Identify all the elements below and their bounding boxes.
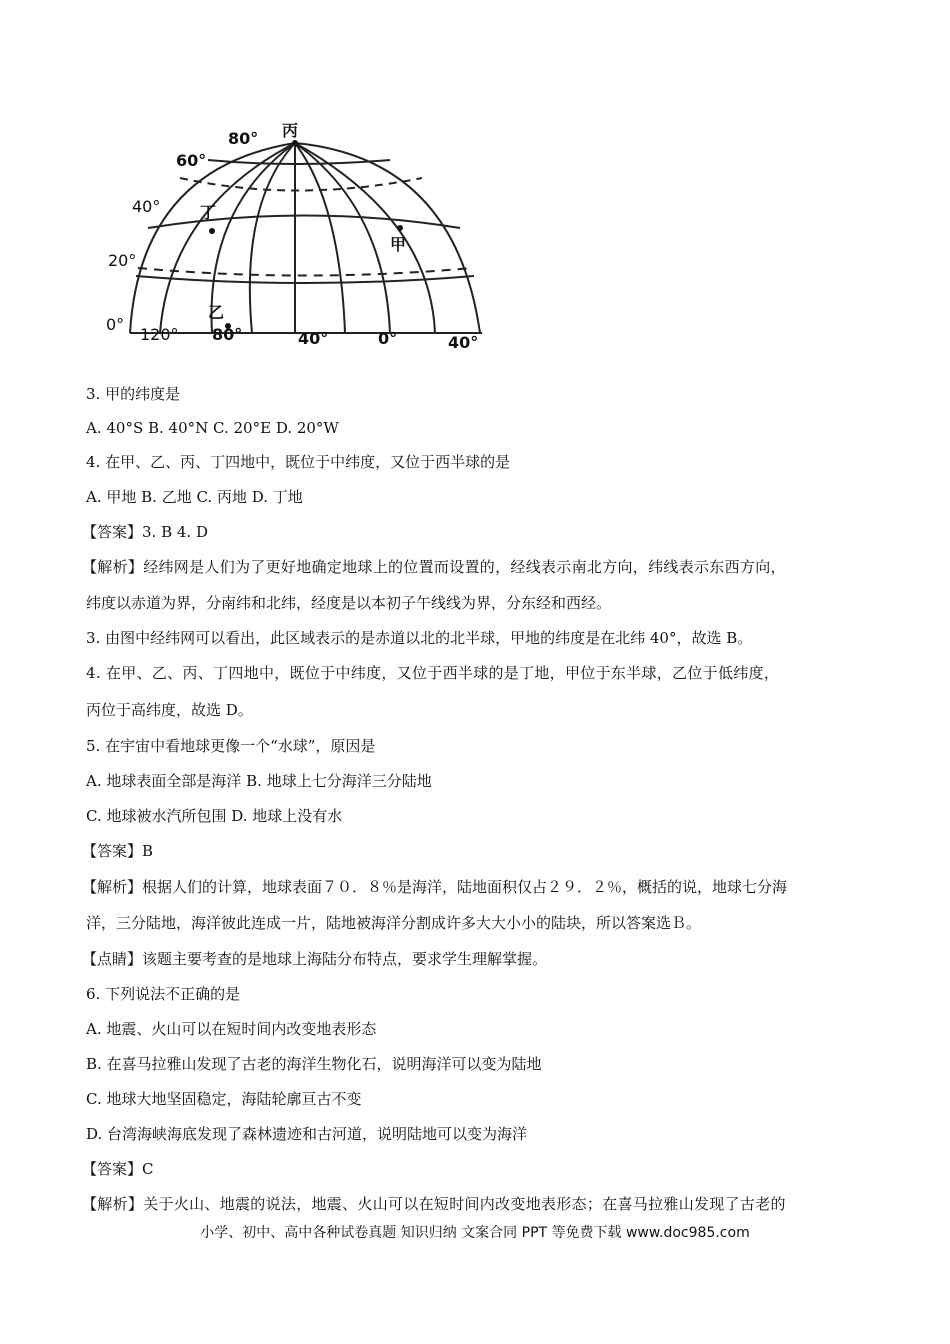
answer-5: 【答案】B [82, 842, 154, 860]
q4-stem: 4. 在甲、乙、丙、丁四地中，既位于中纬度，又位于西半球的是 [86, 453, 511, 471]
q4-options: A. 甲地 B. 乙地 C. 丙地 D. 丁地 [86, 488, 303, 506]
label-lat0: 0° [106, 315, 125, 334]
analysis-3: 3. 由图中经纬网可以看出，此区域表示的是赤道以北的北半球，甲地的纬度是在北纬 40°，故选 B。 [86, 629, 753, 647]
q3-stem: 3. 甲的纬度是 [86, 385, 181, 403]
label-yi: 乙 [208, 303, 225, 322]
analysis-3-4-line2: 纬度以赤道为界，分南纬和北纬，经度是以本初子午线线为界，分东经和西经。 [86, 594, 612, 612]
label-lat40: 40° [132, 197, 161, 216]
analysis-5-line2: 洋，三分陆地，海洋彼此连成一片，陆地被海洋分割成许多大大小小的陆块，所以答案选Ｂ。 [86, 914, 702, 932]
analysis-5-line1: 【解析】根据人们的计算，地球表面７０．８％是海洋，陆地面积仅占２９．２％，概括的说，地球七分海 [82, 878, 788, 896]
meridian-7 [295, 143, 435, 333]
label-lon40b: 40° [448, 333, 479, 352]
point-bing [292, 140, 298, 146]
label-jia: 甲 [390, 235, 407, 254]
latitude-line-40 [148, 216, 460, 229]
label-lon120: 120° [140, 325, 179, 344]
q5-stem: 5. 在宇宙中看地球更像一个“水球”，原因是 [86, 737, 376, 755]
q6-option-d: D. 台湾海峡海底发现了森林遗迹和古河道，说明陆地可以变为海洋 [86, 1125, 528, 1143]
q6-stem: 6. 下列说法不正确的是 [86, 985, 241, 1003]
q5-options-ab: A. 地球表面全部是海洋 B. 地球上七分海洋三分陆地 [86, 772, 432, 790]
answer-6: 【答案】C [82, 1160, 154, 1178]
analysis-4-line2: 丙位于高纬度，故选 D。 [86, 701, 253, 719]
meridian-3 [250, 143, 295, 333]
point-jia [397, 225, 403, 231]
meridian-5 [295, 143, 345, 333]
q6-option-c: C. 地球大地坚固稳定，海陆轮廓亘古不变 [86, 1090, 362, 1108]
hemisphere-outline [130, 143, 480, 333]
analysis-4-line1: 4. 在甲、乙、丙、丁四地中，既位于中纬度，又位于西半球的是丁地，甲位于东半球，乙位于低纬度， [86, 664, 780, 682]
page-footer: 小学、初中、高中各种试卷真题 知识归纳 文案合同 PPT 等免费下载 www.doc985.com [200, 1225, 750, 1241]
q6-option-a: A. 地震、火山可以在短时间内改变地表形态 [86, 1020, 377, 1038]
analysis-6-line1: 【解析】关于火山、地震的说法，地震、火山可以在短时间内改变地表形态；在喜马拉雅山发现了古老的 [82, 1195, 786, 1213]
q5-options-cd: C. 地球被水汽所包围 D. 地球上没有水 [86, 807, 343, 825]
tip-5: 【点睛】该题主要考查的是地球上海陆分布特点，要求学生理解掌握。 [82, 950, 548, 968]
label-ding: 丁 [200, 203, 217, 222]
analysis-3-4-line1: 【解析】经纬网是人们为了更好地确定地球上的位置而设置的，经线表示南北方向，纬线表示东西方向， [82, 558, 786, 576]
label-lon0: 0° [378, 329, 398, 348]
latitude-longitude-grid-figure [100, 108, 500, 358]
answer-3-4: 【答案】3. B 4. D [82, 523, 208, 541]
latitude-line-60 [180, 178, 422, 191]
q6-option-b: B. 在喜马拉雅山发现了古老的海洋生物化石，说明海洋可以变为陆地 [86, 1055, 542, 1073]
label-lat20: 20° [108, 251, 137, 270]
q3-options: A. 40°S B. 40°N C. 20°E D. 20°W [86, 419, 339, 437]
label-lat60: 60° [176, 151, 207, 170]
point-ding [209, 228, 215, 234]
label-lon80: 80° [212, 325, 243, 344]
label-bing: 丙 [282, 121, 299, 140]
label-lat80: 80° [228, 129, 259, 148]
label-lon40a: 40° [298, 329, 329, 348]
